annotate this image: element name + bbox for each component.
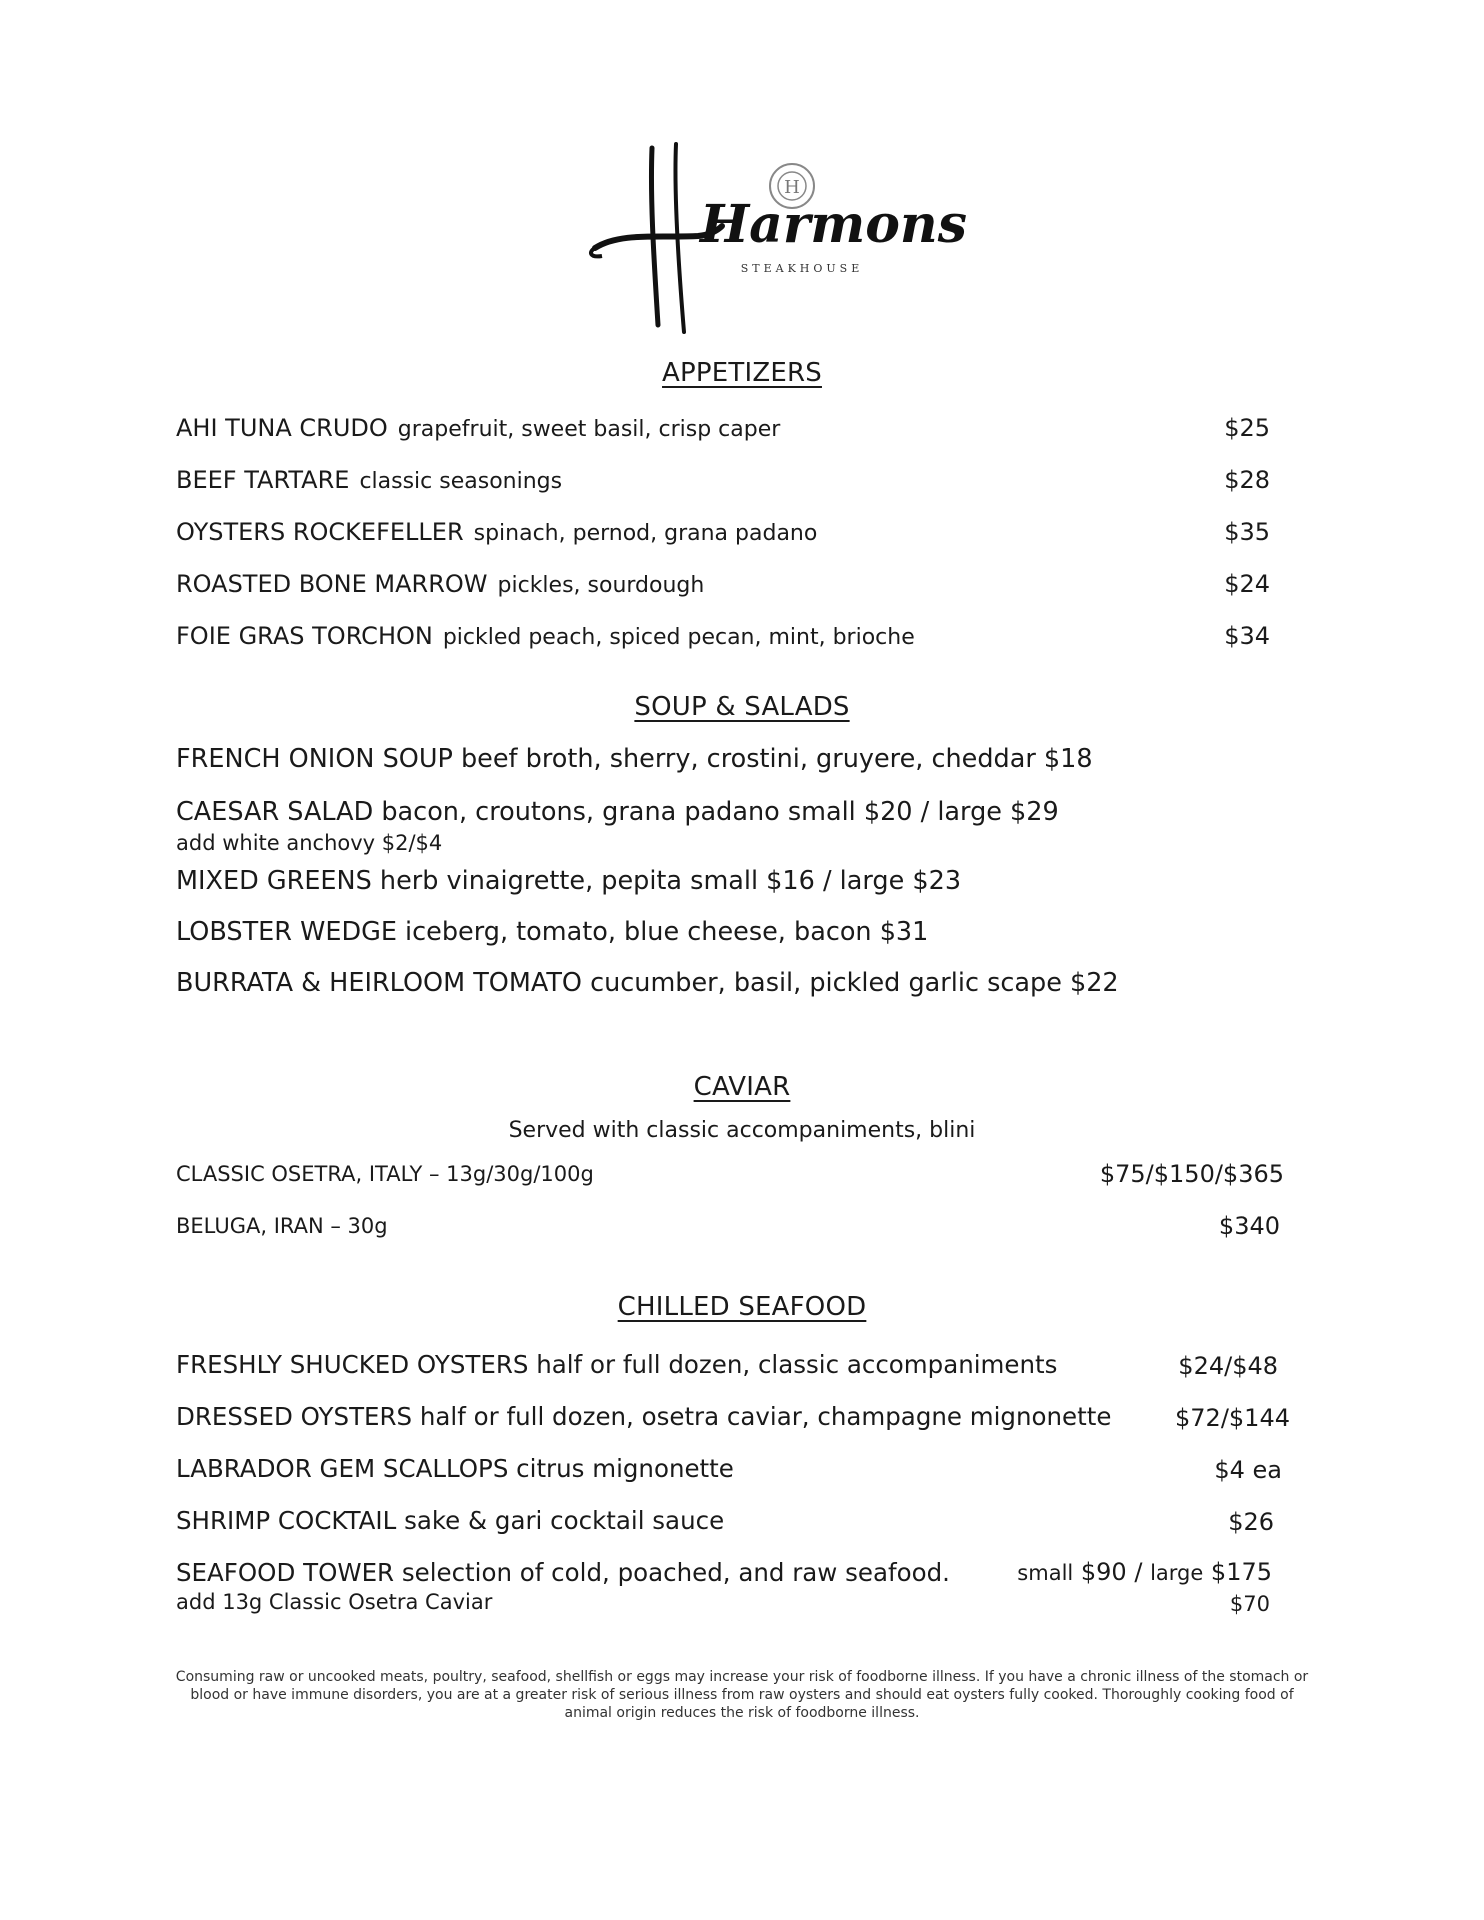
item-price: $340 [1218, 1212, 1280, 1240]
appetizers-heading: APPETIZERS [662, 358, 822, 388]
item-price: $25 [1224, 414, 1270, 442]
svg-text:H: H [784, 177, 800, 198]
item-price: $24/$48 [1178, 1352, 1278, 1380]
caviar-subtitle: Served with classic accompaniments, blini [508, 1118, 976, 1143]
soups-heading: SOUP & SALADS [634, 692, 850, 722]
item-price: $4 ea [1214, 1456, 1282, 1484]
menu-item [176, 622, 915, 650]
menu-item: MIXED GREENS herb vinaigrette, pepita small $16 / large $23 [176, 866, 962, 896]
item-desc: grapefruit, sweet basil, crisp caper [397, 417, 781, 442]
item-price: $35 [1224, 518, 1270, 546]
item-price: $72/$144 [1175, 1404, 1290, 1432]
item-name: ROASTED BONE MARROW [176, 570, 488, 598]
disclaimer: Consuming raw or uncooked meats, poultry, seafood, shellfish or eggs may increase your risk of foodborne illness. If you have a chronic illness of the stomach or blood or have immune disorders, you are at a greater risk of serious illness from raw oysters and should eat oysters fully cooked. Thoroughly cooking food of animal origin reduces the risk of foodborne illness. [175, 1669, 1309, 1721]
addon-price: $70 [1229, 1592, 1270, 1616]
item-price: $34 [1224, 622, 1270, 650]
logo-tagline: STEAKHOUSE [740, 262, 864, 275]
item-name: BEEF TARTARE [176, 466, 350, 494]
item-price: $28 [1224, 466, 1270, 494]
seafood-heading: CHILLED SEAFOOD [617, 1292, 867, 1322]
small-price: $90 [1080, 1558, 1127, 1586]
menu-item: CAESAR SALAD bacon, croutons, grana padano small $20 / large $29 [176, 797, 1059, 827]
menu-item: DRESSED OYSTERS half or full dozen, osetra caviar, champagne mignonette [176, 1402, 1112, 1431]
item-desc: spinach, pernod, grana padano [473, 521, 818, 546]
menu-item: SEAFOOD TOWER selection of cold, poached, and raw seafood. [176, 1558, 950, 1587]
item-name: AHI TUNA CRUDO [176, 414, 388, 442]
item-desc: pickled peach, spiced pecan, mint, brioche [442, 625, 915, 650]
large-price: $175 [1210, 1558, 1272, 1586]
item-name: OYSTERS ROCKEFELLER [176, 518, 464, 546]
caviar-heading: CAVIAR [693, 1072, 791, 1102]
menu-item: LOBSTER WEDGE iceberg, tomato, blue cheese, bacon $31 [176, 917, 929, 947]
item-price: $26 [1228, 1508, 1274, 1536]
item-name: FOIE GRAS TORCHON [176, 622, 433, 650]
menu-item: LABRADOR GEM SCALLOPS citrus mignonette [176, 1454, 734, 1483]
item-price: $75/$150/$365 [1099, 1160, 1284, 1188]
item-price: $24 [1224, 570, 1270, 598]
menu-item: FRESHLY SHUCKED OYSTERS half or full dozen, classic accompaniments [176, 1350, 1058, 1379]
menu-item: SHRIMP COCKTAIL sake & gari cocktail sauce [176, 1506, 725, 1535]
menu-item [176, 466, 562, 494]
item-note: add white anchovy $2/$4 [176, 831, 443, 855]
caviar-item: CLASSIC OSETRA, ITALY – 13g/30g/100g [176, 1162, 594, 1186]
harmons-logo [580, 140, 968, 340]
logo-graphic [580, 140, 968, 340]
small-label: small [1017, 1561, 1074, 1585]
item-note: add 13g Classic Osetra Caviar [176, 1590, 493, 1614]
caviar-item: BELUGA, IRAN – 30g [176, 1214, 388, 1238]
menu-item [176, 414, 780, 442]
price-separator: / [1134, 1558, 1143, 1586]
menu-item [176, 518, 817, 546]
menu-item: FRENCH ONION SOUP beef broth, sherry, crostini, gruyere, cheddar $18 [176, 744, 1093, 774]
item-desc: pickles, sourdough [497, 573, 705, 598]
item-desc: classic seasonings [359, 469, 563, 494]
menu-item: BURRATA & HEIRLOOM TOMATO cucumber, basil, pickled garlic scape $22 [176, 968, 1119, 998]
large-label: large [1150, 1561, 1204, 1585]
menu-item [176, 570, 704, 598]
logo-wordmark: Harmons [700, 194, 968, 255]
tower-price [1017, 1558, 1272, 1586]
